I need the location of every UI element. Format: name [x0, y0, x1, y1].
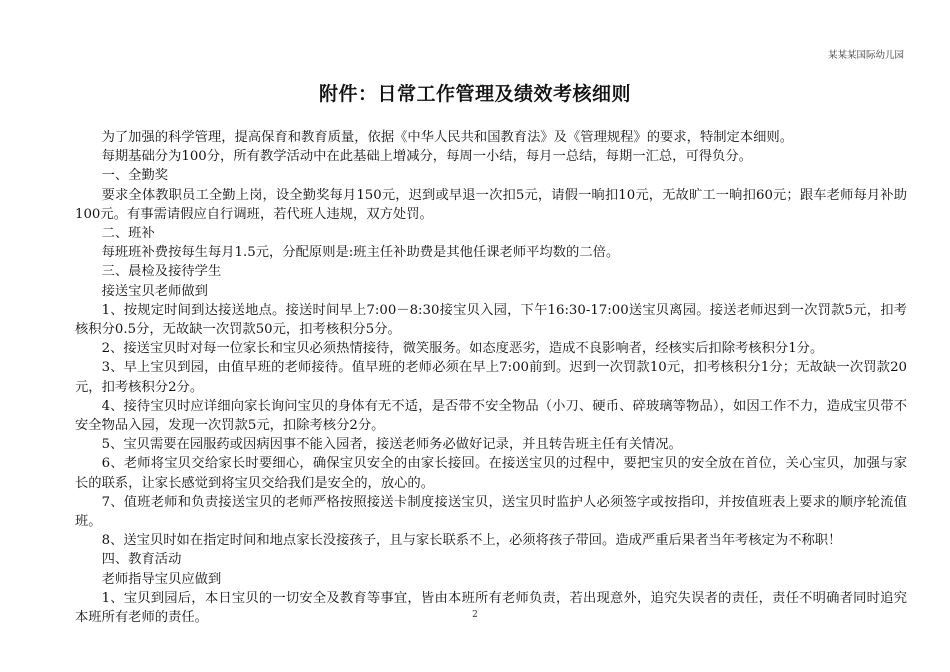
paragraph: 3、早上宝贝到园，由值早班的老师接待。值早班的老师必须在早上7:00前到。迟到一次罚款10元，扣考核积分1分；无故缺一次罚款20元，扣考核积分2分。: [75, 360, 907, 395]
paragraph: 5、宝贝需要在园服药或因病因事不能入园者，接送老师务必做好记录，并且转告班主任有关情况。: [101, 437, 682, 453]
paragraph: 8、送宝贝时如在指定时间和地点家长没接孩子，且与家长联系不上，必须将孩子带回。造成严重后果者当年考核定为不称职！: [101, 533, 842, 549]
paragraph: 4、接待宝贝时应详细向家长询问宝贝的身体有无不适，是否带不安全物品（小刀、硬币、碎玻璃等物品），如因工作不力，造成宝贝带不安全物品入园，发现一次罚款5元，扣除考核分2分。: [75, 398, 907, 434]
paragraph: 每班班补费按每生每月1.5元，分配原则是:班主任补助费是其他任课老师平均数的二倍。: [101, 245, 620, 261]
paragraph: 每期基础分为100分，所有教学活动中在此基础上增减分，每周一小结，每月一总结，每期一汇总，可得负分。: [101, 149, 752, 165]
document-header: 某某某国际幼儿园: [827, 50, 904, 61]
subheading: 接送宝贝老师做到: [101, 283, 208, 299]
paragraph: 1、按规定时间到达接送地点。接送时间早上7:00－8:30接宝贝入园，下午16:30-17:00送宝贝离园。接送老师迟到一次罚款5元，扣考核积分0.5分，无故缺一次罚款50元，扣考核积分5分。: [75, 302, 907, 338]
section-heading: 二、班补: [101, 226, 155, 242]
paragraph: 1、宝贝到园后，本日宝贝的一切安全及教育等事宜，皆由本班所有老师负责，若出现意外，追究失误者的责任，责任不明确者同时追究本班所有老师的责任。: [75, 590, 907, 626]
paragraph: 6、老师将宝贝交给家长时要细心，确保宝贝安全的由家长接回。在接送宝贝的过程中，要把宝贝的安全放在首位，关心宝贝，加强与家长的联系，让家长感觉到将宝贝交给我们是安全的，放心的。: [75, 456, 907, 491]
section-heading: 三、晨检及接待学生: [101, 264, 222, 280]
paragraph: 要求全体教职员工全勤上岗，设全勤奖每月150元，迟到或早退一次扣5元，请假一晌扣10元，无故旷工一晌扣60元；跟车老师每月补助100元。有事需请假应自行调班，若代班人违规，双方处罚。: [75, 187, 907, 222]
paragraph: 2、接送宝贝时对每一位家长和宝贝必须热情接待，微笑服务。如态度恶劣，造成不良影响者，经核实后扣除考核积分1分。: [101, 341, 824, 357]
section-heading: 一、全勤奖: [101, 168, 169, 184]
document-title: 附件：日常工作管理及绩效考核细则: [318, 83, 631, 105]
section-heading: 四、教育活动: [101, 552, 182, 568]
page-number: 2: [472, 610, 478, 620]
paragraph: 为了加强的科学管理，提高保育和教育质量，依据《中华人民共和国教育法》及《管理规程》的要求，特制定本细则。: [101, 130, 794, 145]
document-body: [75, 128, 907, 627]
subheading: 老师指导宝贝应做到: [101, 571, 222, 587]
paragraph: 7、值班老师和负责接送宝贝的老师严格按照接送卡制度接送宝贝，送宝贝时监护人必须签字或按指印，并按值班表上要求的顺序轮流值班。: [75, 494, 907, 530]
